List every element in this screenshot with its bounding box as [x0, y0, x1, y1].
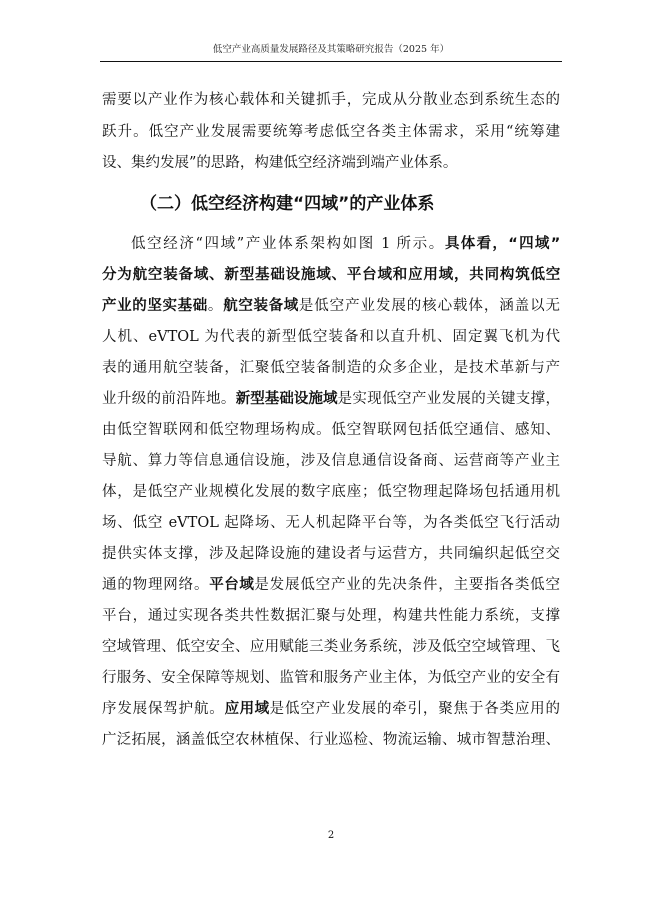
- header-rule: [100, 61, 562, 62]
- bold-text: 应用域: [224, 701, 270, 717]
- bold-text: 分为航空装备域、新型基础设施域、平台域和应用域，共同构筑低空: [102, 267, 560, 283]
- text-line: [102, 420, 560, 440]
- text-run: 提供实体支撑，涉及起降设施的建设者与运营方，共同编织起低空交: [102, 546, 560, 562]
- text-line: [102, 699, 560, 719]
- text-run: 场、低空 eVTOL 起降场、无人机起降平台等，为各类低空飞行活动: [102, 515, 560, 531]
- section-heading: （二）低空经济构建“四域”的产业体系: [140, 194, 435, 214]
- text-line: [102, 668, 560, 688]
- text-line: [131, 234, 560, 254]
- text-line: [102, 544, 560, 564]
- text-run: 体，是低空产业规模化发展的数字底座；低空物理起降场包括通用机: [102, 484, 560, 500]
- text-line: [102, 575, 560, 595]
- text-line: [102, 296, 560, 316]
- text-run: 是实现低空产业发展的关键支撑，: [337, 391, 561, 407]
- text-run: 是发展低空产业的先决条件，主要指各类低空: [254, 577, 561, 593]
- text-run: 跃升。低空产业发展需要统筹考虑低空各类主体需求，采用“统筹建: [102, 124, 560, 140]
- text-line: [102, 513, 560, 533]
- text-run: 需要以产业作为核心载体和关键抓手，完成从分散业态到系统生态的: [102, 92, 560, 108]
- text-run: 。: [207, 298, 224, 314]
- text-run: 空域管理、低空安全、应用赋能三类业务系统，涉及低空空域管理、飞: [102, 639, 560, 655]
- text-run: 行服务、安全保障等规划、监管和服务产业主体，为低空产业的安全有: [102, 670, 560, 686]
- text-run: 人机、eVTOL 为代表的新型低空装备和以直升机、固定翼飞机为代: [102, 329, 560, 345]
- bold-text: 具体看，“四域”: [444, 236, 560, 252]
- text-line: [102, 451, 560, 471]
- text-run: 序发展保驾护航。: [102, 701, 225, 717]
- bold-text: 平台域: [209, 577, 255, 593]
- text-run: 通的物理网络。: [102, 577, 210, 593]
- text-run: 是低空产业发展的牵引，聚焦于各类应用的: [269, 701, 560, 717]
- text-run: 业升级的前沿阵地。: [102, 391, 236, 407]
- bold-text: 新型基础设施域: [235, 391, 338, 407]
- text-run: 平台，通过实现各类共性数据汇聚与处理，构建共性能力系统，支撑: [102, 608, 560, 624]
- text-line: [102, 358, 560, 378]
- text-line: [102, 637, 560, 657]
- text-line: [102, 265, 560, 285]
- text-run: 低空经济“四域”产业体系架构如图 1 所示。: [131, 236, 445, 252]
- text-run: 由低空智联网和低空物理场构成。低空智联网包括低空通信、感知、: [102, 422, 560, 438]
- page-number: 2: [327, 830, 335, 841]
- text-line: [102, 122, 560, 142]
- bold-text: 产业的坚实基础: [102, 298, 208, 314]
- text-line: [102, 730, 560, 750]
- text-run: 设、集约发展”的思路，构建低空经济端到端产业体系。: [102, 155, 458, 171]
- text-run: 表的通用航空装备，汇聚低空装备制造的众多企业，是技术革新与产: [102, 360, 560, 376]
- text-line: [102, 389, 560, 409]
- text-line: [102, 482, 560, 502]
- text-line: [102, 90, 560, 110]
- bold-text: 航空装备域: [223, 298, 299, 314]
- running-header: 低空产业高质量发展路径及其策略研究报告（2025 年）: [212, 44, 450, 55]
- text-line: [102, 327, 560, 347]
- text-run: 导航、算力等信息通信设施，涉及信息通信设备商、运营商等产业主: [102, 453, 560, 469]
- text-line: [102, 606, 560, 626]
- text-line: [102, 153, 560, 173]
- text-run: 是低空产业发展的核心载体，涵盖以无: [298, 298, 561, 314]
- text-run: 广泛拓展，涵盖低空农林植保、行业巡检、物流运输、城市智慧治理、: [102, 732, 560, 748]
